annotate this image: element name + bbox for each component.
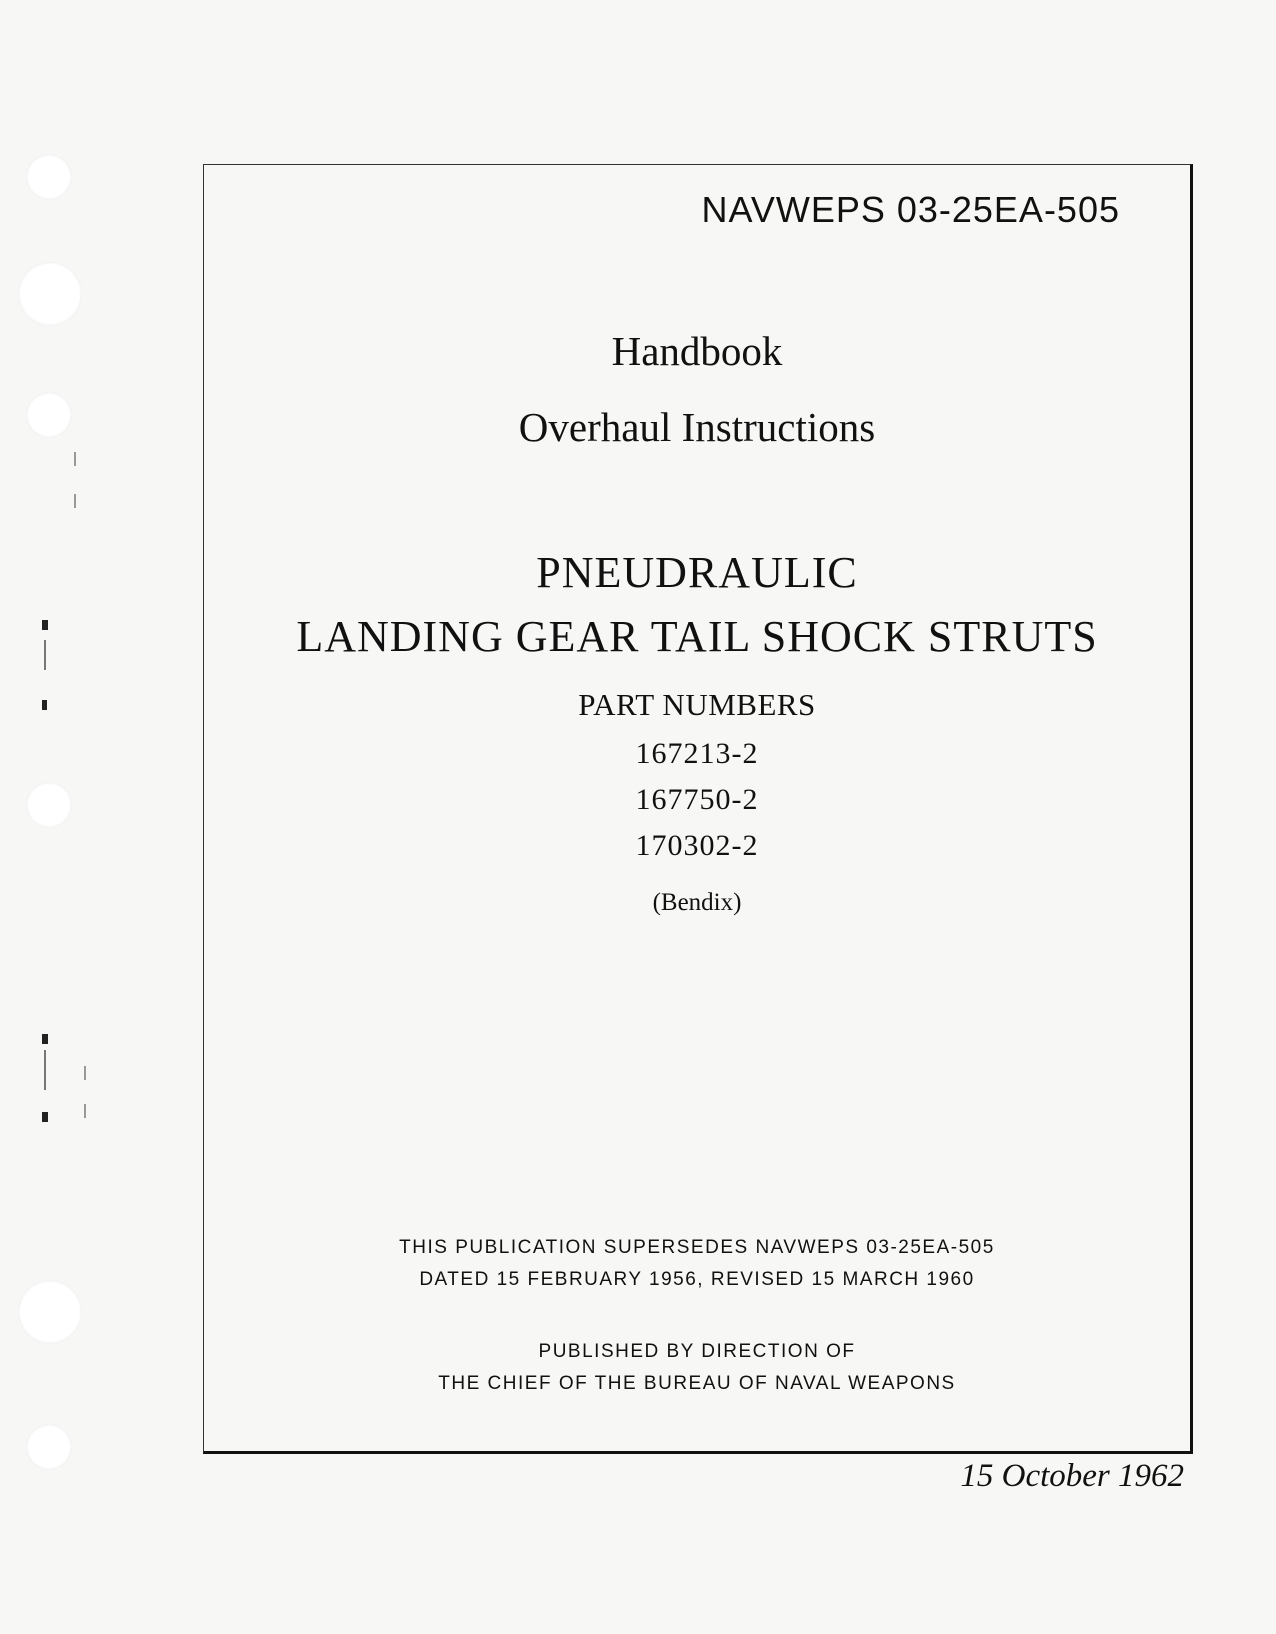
scan-mark (74, 494, 76, 508)
scan-mark (44, 640, 46, 670)
binder-hole (26, 392, 72, 438)
binder-hole (18, 1280, 82, 1344)
scan-mark (42, 700, 47, 710)
binder-hole (18, 262, 82, 326)
scan-mark (42, 1034, 48, 1044)
issue-date: 15 October 1962 (960, 1458, 1184, 1494)
document-number: NAVWEPS 03-25EA-505 (701, 189, 1120, 230)
manufacturer: (Bendix) (652, 889, 742, 916)
scan-mark (42, 620, 48, 630)
title-frame (203, 164, 1193, 1454)
scan-mark (84, 1104, 86, 1118)
publisher-note-2: THE CHIEF OF THE BUREAU OF NAVAL WEAPONS (438, 1373, 956, 1394)
part-number: 167213-2 (635, 737, 759, 770)
title-line-1: PNEUDRAULIC (536, 548, 858, 597)
binder-hole (26, 154, 72, 200)
scan-mark (84, 1066, 86, 1080)
document-type: Handbook (611, 328, 783, 374)
binder-hole (26, 1424, 72, 1470)
title-line-2: LANDING GEAR TAIL SHOCK STRUTS (296, 612, 1098, 661)
publisher-note-1: PUBLISHED BY DIRECTION OF (538, 1341, 856, 1362)
document-subtitle: Overhaul Instructions (518, 404, 876, 450)
scan-mark (42, 1112, 48, 1122)
binder-hole (26, 782, 72, 828)
scan-mark (44, 1050, 46, 1090)
supersedes-note-2: DATED 15 FEBRUARY 1956, REVISED 15 MARCH 1960 (419, 1269, 975, 1290)
part-numbers-heading: PART NUMBERS (578, 687, 816, 722)
supersedes-note-1: THIS PUBLICATION SUPERSEDES NAVWEPS 03-25EA-505 (399, 1237, 995, 1258)
part-number: 170302-2 (635, 829, 759, 862)
part-number: 167750-2 (635, 783, 759, 816)
scan-mark (74, 452, 76, 466)
